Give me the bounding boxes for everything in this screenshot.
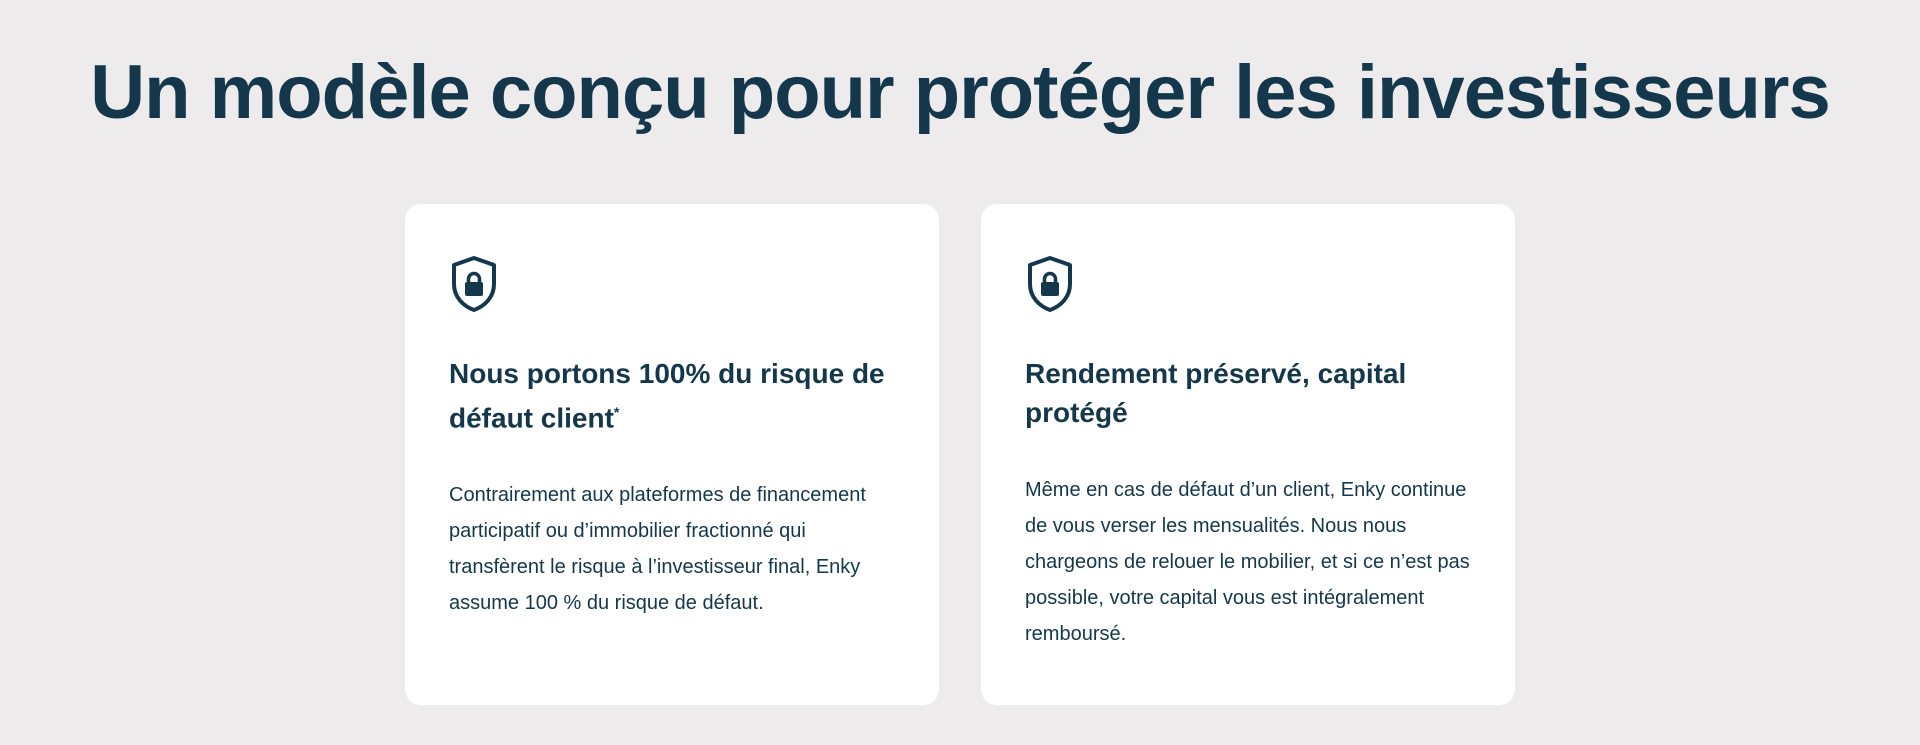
card-heading: Nous portons 100% du risque de défaut client* (449, 358, 885, 434)
page-title: Un modèle conçu pour protéger les investisseurs (90, 50, 1830, 135)
card-heading: Rendement préservé, capital protégé (1025, 358, 1407, 428)
card-body: Même en cas de défaut d’un client, Enky continue de vous verser les mensualités. Nous nous chargeons de relouer le mobilier, et si ce n’est pas possible, votre capital vous est intégralement remboursé. (1025, 479, 1470, 645)
shield-lock-icon (1025, 254, 1075, 314)
feature-card-risk (405, 204, 939, 705)
feature-card-capital (981, 204, 1515, 705)
card-body: Contrairement aux plateformes de financement participatif ou d’immobilier fractionné qui transfèrent le risque à l’investisseur final, Enky assume 100 % du risque de défaut. (449, 484, 866, 615)
footnote-mark: * (613, 404, 620, 420)
shield-lock-icon (449, 254, 499, 314)
